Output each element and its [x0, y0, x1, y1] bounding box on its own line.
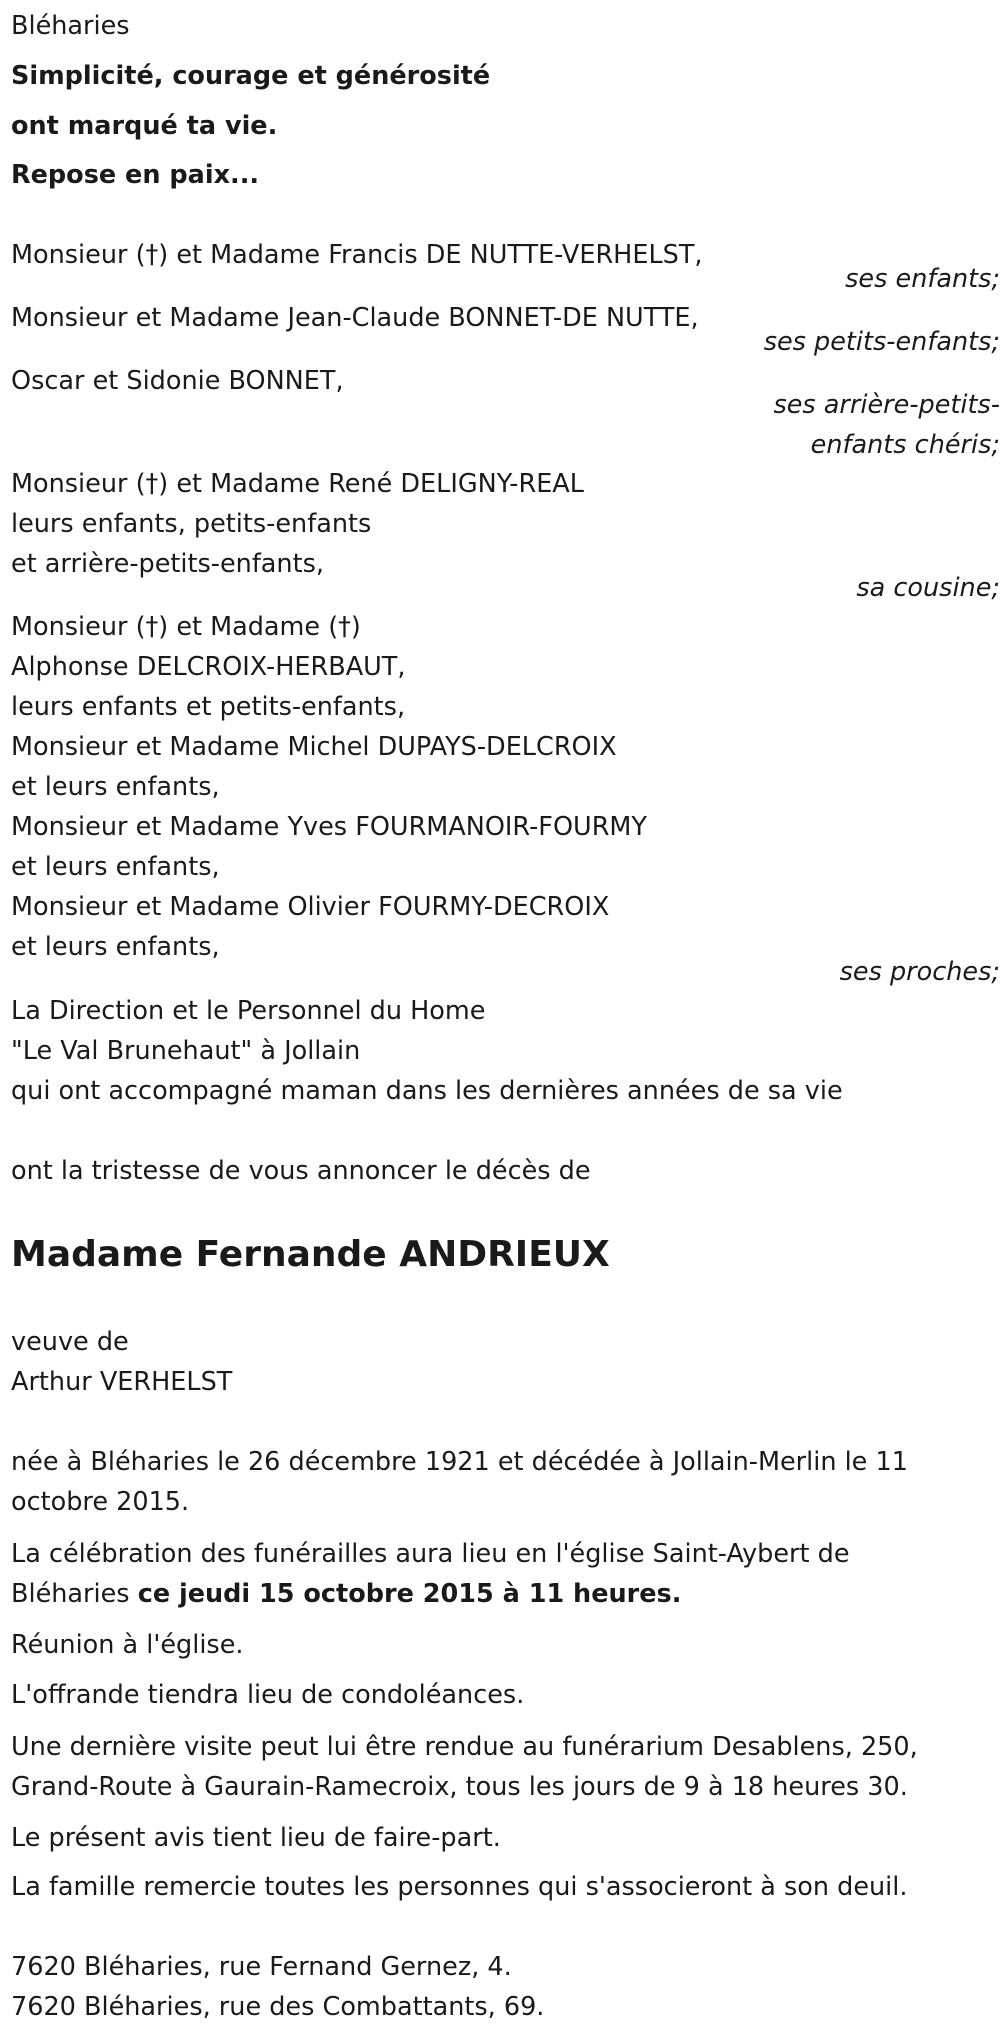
offering-text: L'offrande tiendra lieu de condoléances. [11, 1680, 525, 1710]
motto-line-1: Simplicité, courage et générosité [11, 61, 491, 91]
role-enfants: ses enfants; [845, 264, 1000, 294]
family-proches-line-6: Monsieur et Madame Yves FOURMANOIR-FOURMY [11, 812, 648, 842]
role-petits-enfants: ses petits-enfants; [763, 327, 1000, 357]
family-petits-enfants: Monsieur et Madame Jean-Claude BONNET-DE NUTTE, [11, 303, 699, 333]
family-proches-line-1: Monsieur (†) et Madame (†) [11, 612, 361, 642]
family-cousine-line-3: et arrière-petits-enfants, [11, 549, 324, 579]
family-proches-line-7: et leurs enfants, [11, 852, 220, 882]
visit-line-1: Une dernière visite peut lui être rendue au funérarium Desablens, 250, [11, 1732, 918, 1762]
family-cousine-line-1: Monsieur (†) et Madame René DELIGNY-REAL [11, 469, 584, 499]
family-cousine-line-2: leurs enfants, petits-enfants [11, 509, 372, 539]
thanks-text: La famille remercie toutes les personnes qui s'associeront à son deuil. [11, 1872, 908, 1902]
widow-of-label: veuve de [11, 1327, 129, 1357]
address-line-2: 7620 Bléharies, rue des Combattants, 69. [11, 1992, 545, 2022]
motto-line-2: ont marqué ta vie. [11, 111, 278, 141]
family-proches-line-5: et leurs enfants, [11, 772, 220, 802]
funeral-line-2 [11, 1574, 681, 1614]
motto-line-3: Repose en paix... [11, 160, 260, 190]
place-name: Bléharies [11, 11, 130, 41]
family-enfants: Monsieur (†) et Madame Francis DE NUTTE-VERHELST, [11, 240, 703, 270]
funeral-line-1: La célébration des funérailles aura lieu en l'église Saint-Aybert de [11, 1539, 850, 1569]
family-home-line-2: "Le Val Brunehaut" à Jollain [11, 1036, 361, 1066]
funeral-datetime: ce jeudi 15 octobre 2015 à 11 heures. [137, 1579, 682, 1609]
role-cousine: sa cousine; [856, 573, 1000, 603]
role-arriere-line-2: enfants chéris; [810, 430, 1000, 460]
birth-death-line-2: octobre 2015. [11, 1487, 190, 1517]
deceased-name: Madame Fernande ANDRIEUX [11, 1234, 610, 1275]
family-proches-line-2: Alphonse DELCROIX-HERBAUT, [11, 652, 406, 682]
funeral-place: Bléharies [11, 1579, 138, 1609]
address-line-1: 7620 Bléharies, rue Fernand Gernez, 4. [11, 1952, 512, 1982]
family-proches-line-3: leurs enfants et petits-enfants, [11, 692, 406, 722]
widow-of-name: Arthur VERHELST [11, 1367, 233, 1397]
family-proches-line-8: Monsieur et Madame Olivier FOURMY-DECROIX [11, 892, 610, 922]
meeting-text: Réunion à l'église. [11, 1630, 244, 1660]
family-home-line-3: qui ont accompagné maman dans les dernières années de sa vie [11, 1076, 843, 1106]
announcement-text: ont la tristesse de vous annoncer le décès de [11, 1156, 591, 1186]
family-arriere-petits-enfants: Oscar et Sidonie BONNET, [11, 366, 344, 396]
role-proches: ses proches; [839, 957, 1000, 987]
notice-text: Le présent avis tient lieu de faire-part. [11, 1823, 501, 1853]
family-proches-line-4: Monsieur et Madame Michel DUPAYS-DELCROIX [11, 732, 617, 762]
family-home-line-1: La Direction et le Personnel du Home [11, 996, 486, 1026]
birth-death-line-1: née à Bléharies le 26 décembre 1921 et décédée à Jollain-Merlin le 11 [11, 1447, 908, 1477]
visit-line-2: Grand-Route à Gaurain-Ramecroix, tous les jours de 9 à 18 heures 30. [11, 1772, 908, 1802]
family-proches-line-9: et leurs enfants, [11, 932, 220, 962]
role-arriere-line-1: ses arrière-petits- [773, 390, 1000, 420]
